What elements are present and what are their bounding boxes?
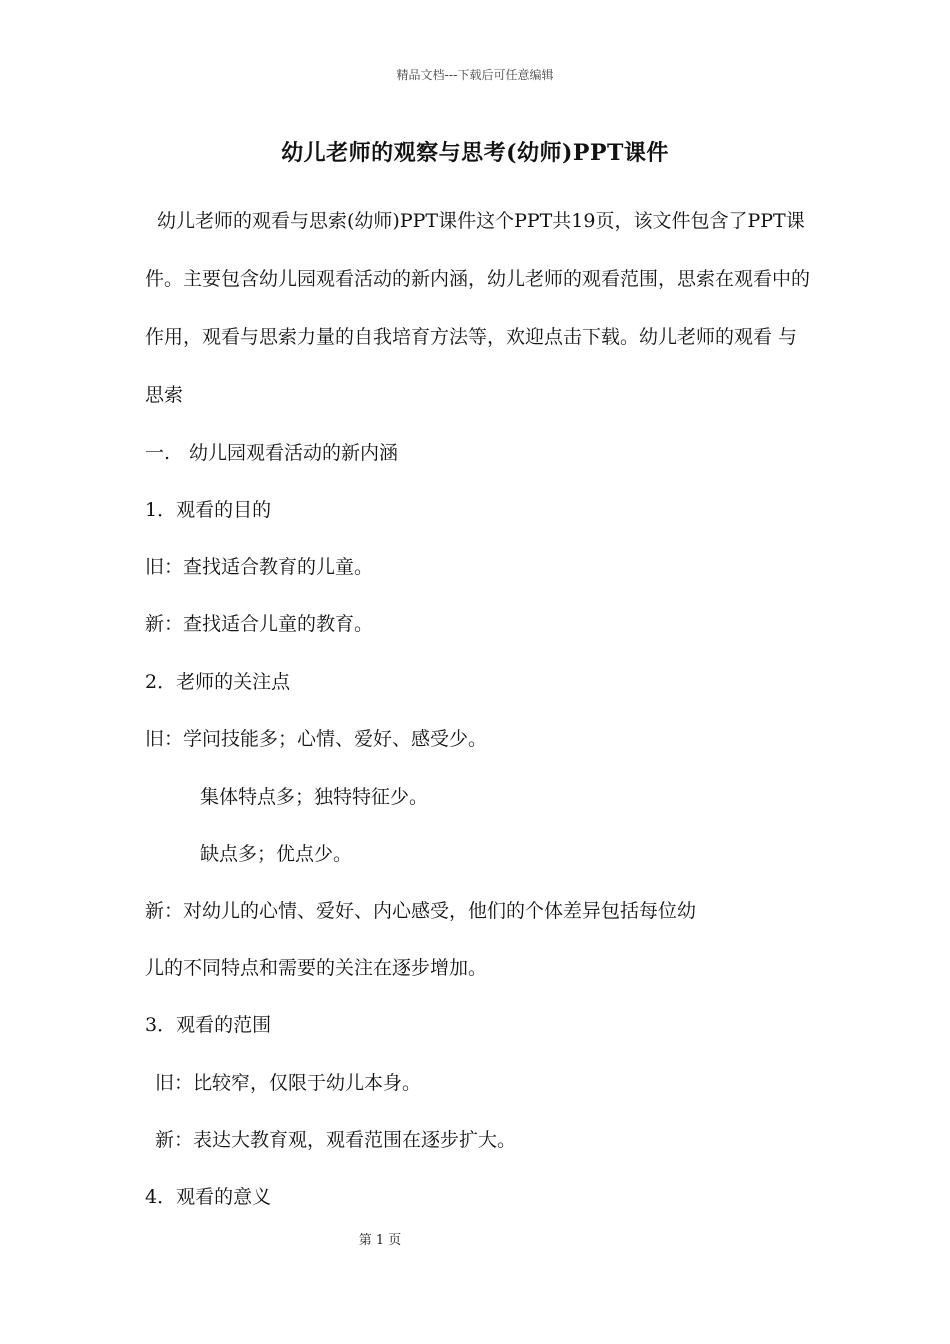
new-purpose: 新：查找适合儿童的教育。: [145, 613, 374, 635]
document-title: 幼儿老师的观察与思考(幼师)PPT课件: [281, 140, 669, 166]
subheading-focus: 2．老师的关注点: [145, 671, 291, 693]
old-focus-2: 集体特点多；独特特征少。: [200, 786, 429, 808]
subheading-scope: 3．观看的范围: [145, 1014, 272, 1036]
new-focus-2: 儿的不同特点和需要的关注在逐步增加。: [145, 957, 488, 979]
section-heading-1: 一. 幼儿园观看活动的新内涵: [145, 442, 399, 464]
page-number: 第 1 页: [358, 1233, 402, 1248]
old-purpose: 旧：查找适合教育的儿童。: [145, 556, 374, 578]
new-focus-1: 新：对幼儿的心情、爱好、内心感受，他们的个体差异包括每位幼: [145, 900, 697, 922]
old-focus-1: 旧：学问技能多；心情、爱好、感受少。: [145, 728, 488, 750]
subheading-meaning: 4．观看的意义: [145, 1186, 272, 1208]
page-header: 精品文档---下载后可任意编辑: [396, 68, 554, 82]
old-focus-3: 缺点多；优点少。: [200, 843, 353, 865]
subheading-purpose: 1．观看的目的: [145, 499, 272, 521]
old-scope: 旧：比较窄，仅限于幼儿本身。: [155, 1072, 422, 1094]
intro-paragraph: 幼儿老师的观看与思索(幼师)PPT课件这个PPT共19页，该文件包含了PPT课件。主要包含幼儿园观看活动的新内涵，幼儿老师的观看范围，思索在观看中的作用，观看与思索力量的自我培育方法等，欢迎点击下载。幼儿老师的观看 与思索: [145, 210, 811, 406]
new-scope: 新：表达大教育观，观看范围在逐步扩大。: [155, 1129, 517, 1151]
